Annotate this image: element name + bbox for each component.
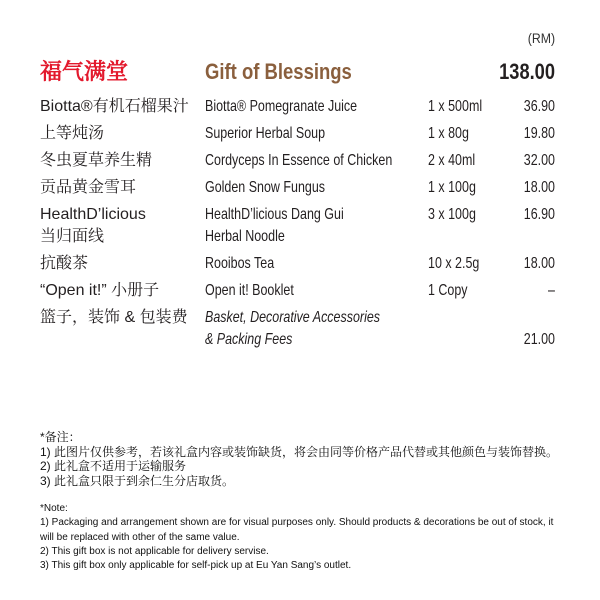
item-name-en: Rooibos Tea — [205, 255, 275, 272]
item-list — [40, 96, 555, 356]
item-price: 16.90 — [523, 206, 555, 223]
item-row — [40, 253, 555, 275]
currency-label: (RM) — [527, 30, 555, 46]
item-quantity: 1 Copy — [428, 282, 468, 299]
note-zh-line: 2) 此礼盒不适用于运输服务 — [40, 459, 187, 473]
item-quantity: 1 x 500ml — [428, 98, 483, 115]
item-price: 36.90 — [523, 98, 555, 115]
item-row — [40, 280, 555, 302]
item-name-zh: 篮子，装饰 & 包装费 — [40, 309, 188, 326]
hamper-name-en: Gift of Blessings — [205, 59, 352, 84]
item-row — [40, 204, 555, 248]
item-quantity: 1 x 100g — [428, 179, 476, 196]
hamper-header — [40, 58, 555, 86]
item-quantity: 1 x 80g — [428, 125, 469, 142]
item-row — [40, 96, 555, 118]
item-price: 18.00 — [523, 255, 555, 272]
note-zh-line: 3) 此礼盒只限于到余仁生分店取货。 — [40, 473, 235, 488]
note-en-line: 2) This gift box is not applicable for delivery servise. — [40, 545, 269, 557]
note-en-line: 3) This gift box only applicable for self-pick up at Eu Yan Sang’s outlet. — [40, 560, 352, 572]
item-row — [40, 307, 555, 351]
item-name-zh: “Open it!” 小册子 — [40, 282, 160, 299]
hamper-name-zh: 福气满堂 — [40, 59, 129, 84]
item-name-en: Cordyceps In Essence of Chicken — [205, 152, 393, 169]
notes-english — [40, 502, 562, 573]
note-zh-line: 1) 此图片仅供参考，若该礼盒内容或装饰缺货，将会由同等价格产品代替或其他颜色与装饰替换。 — [40, 444, 559, 459]
item-quantity: 10 x 2.5g — [428, 255, 480, 272]
item-name-zh: HealthD’licious 当归面线 — [40, 206, 146, 245]
item-name-zh: Biotta®有机石榴果汁 — [40, 98, 189, 115]
item-price: 21.00 — [523, 331, 555, 348]
item-name-zh: 贡品黄金雪耳 — [40, 179, 137, 196]
item-name-zh: 上等炖汤 — [40, 125, 105, 142]
notes-chinese — [40, 430, 580, 488]
item-row — [40, 150, 555, 172]
item-row — [40, 123, 555, 145]
item-row — [40, 177, 555, 199]
hamper-total-price: 138.00 — [499, 59, 555, 84]
item-name-zh: 冬虫夏草养生精 — [40, 152, 153, 169]
item-name-en: Golden Snow Fungus — [205, 179, 326, 196]
item-price: – — [548, 282, 555, 299]
item-name-en: HealthD’licious Dang Gui Herbal Noodle — [205, 206, 344, 245]
item-price: 19.80 — [523, 125, 555, 142]
item-name-en: Basket, Decorative Accessories & Packing Fees — [205, 309, 381, 348]
item-quantity: 2 x 40ml — [428, 152, 476, 169]
item-quantity: 3 x 100g — [428, 206, 476, 223]
note-en-line: 1) Packaging and arrangement shown are for visual purposes only. Should products & decorations be out of stock, it will be replaced with other of the same value. — [40, 517, 554, 543]
item-price: 18.00 — [523, 179, 555, 196]
item-name-en: Superior Herbal Soup — [205, 125, 326, 142]
item-name-en: Open it! Booklet — [205, 282, 294, 299]
item-name-zh: 抗酸茶 — [40, 255, 89, 272]
notes-zh-heading: *备注： — [40, 430, 81, 444]
item-price: 32.00 — [523, 152, 555, 169]
item-name-en: Biotta® Pomegranate Juice — [205, 98, 358, 115]
notes-en-heading: *Note: — [40, 503, 68, 514]
